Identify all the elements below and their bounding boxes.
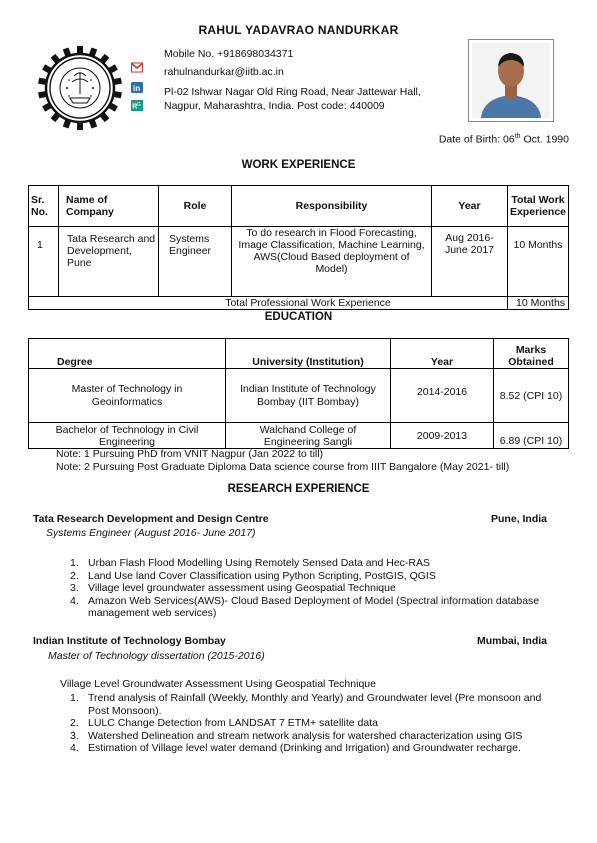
cell-company: Tata Research and Development, Pune — [59, 227, 159, 297]
profile-photo — [468, 39, 554, 122]
research-list-2 — [70, 692, 548, 755]
list-item-text: Land Use land Cover Classification using Python Scripting, PostGIS, QGIS — [88, 569, 436, 582]
table-header-row — [29, 339, 569, 369]
list-item: 4. Estimation of Village level water demand (Drinking and Irrigation) and Groundwater recharge. — [70, 742, 521, 754]
research-subtitle-1: Systems Engineer (August 2016- June 2017) — [46, 527, 256, 539]
table-row — [29, 227, 569, 297]
list-item: 2. LULC Change Detection from LANDSAT 7 ETM+ satellite data — [70, 717, 378, 729]
col-year: Year — [391, 339, 494, 369]
list-item-text: Watershed Delineation and stream network analysis for watershed characterization using GIS — [88, 729, 523, 742]
work-experience-heading: WORK EXPERIENCE — [241, 159, 356, 171]
dob-suffix: Oct. 1990 — [520, 133, 569, 146]
gmail-icon — [131, 62, 143, 73]
cell-university: Walchand College of Engineering Sangli — [226, 423, 391, 449]
linkedin-icon — [131, 82, 143, 93]
cell-marks: 8.52 (CPI 10) — [494, 369, 569, 423]
table-row — [29, 369, 569, 423]
education-note-1: Note: 1 Pursuing PhD from VNIT Nagpur (Jan 2022 to till) — [56, 448, 324, 460]
research-location-2: Mumbai, India — [476, 635, 547, 647]
total-label: Total Professional Work Experience — [29, 297, 508, 310]
svg-text:G: G — [137, 102, 141, 108]
cell-degree: Bachelor of Technology in Civil Engineering — [29, 423, 226, 449]
col-degree: Degree — [29, 339, 226, 369]
col-responsibility: Responsibility — [232, 186, 432, 227]
svg-text:R: R — [132, 103, 138, 111]
resume-name: RAHUL YADAVRAO NANDURKAR — [198, 23, 399, 37]
research-org-2: Indian Institute of Technology Bombay — [33, 635, 226, 647]
cell-role: Systems Engineer — [159, 227, 232, 297]
cell-total: 10 Months — [508, 227, 569, 297]
col-marks: Marks Obtained — [494, 339, 569, 369]
email-address[interactable]: rahulnandurkar@iitb.ac.in — [164, 66, 284, 78]
col-university: University (Institution) — [226, 339, 391, 369]
work-experience-table — [28, 185, 569, 310]
dob-prefix: Date of Birth: 06 — [438, 133, 515, 146]
research-org-1: Tata Research Development and Design Centre — [33, 513, 269, 525]
list-item: 3. Watershed Delineation and stream network analysis for watershed characterization using GIS — [70, 729, 523, 742]
research-location-1: Pune, India — [490, 513, 547, 525]
research-intro-2: Village Level Groundwater Assessment Using Geospatial Technique — [60, 678, 376, 690]
cell-degree: Master of Technology in Geoinformatics — [29, 369, 226, 423]
dob-superscript: th — [514, 133, 521, 140]
list-item-text: LULC Change Detection from LANDSAT 7 ETM+ satellite data — [88, 717, 378, 729]
col-year: Year — [432, 186, 508, 227]
address-line-2: Nagpur, Maharashtra, India. Post code: 440009 — [164, 100, 385, 112]
mobile-number: Mobile No. +918698034371 — [164, 48, 294, 60]
list-item-text: Urban Flash Flood Modelling Using Remotely Sensed Data and Hec-RAS — [88, 557, 430, 569]
education-note-2: Note: 2 Pursuing Post Graduate Diploma Data science course from IIIT Bangalore (May 2021- till) — [56, 461, 510, 473]
cell-year: 2014-2016 — [391, 369, 494, 423]
cell-responsibility: To do research in Flood Forecasting, Image Classification, Machine Learning, AWS(Cloud Based deployment of Model) — [232, 227, 432, 297]
cell-marks: 6.89 (CPI 10) — [494, 423, 569, 449]
list-item-text: Estimation of Village level water demand (Drinking and Irrigation) and Groundwater recharge. — [88, 742, 521, 754]
education-heading: EDUCATION — [264, 311, 333, 323]
col-company: Name of Company — [59, 186, 159, 227]
total-value: 10 Months — [508, 297, 569, 310]
researchgate-icon — [131, 100, 143, 111]
list-item: 1. Trend analysis of Rainfall (Weekly, Monthly and Yearly) and Groundwater level (Pre monsoon and Post Monsoon). — [70, 692, 542, 717]
col-sr-no: Sr. No. — [29, 186, 59, 227]
date-of-birth — [439, 133, 569, 146]
col-total-experience: Total Work Experience — [508, 186, 569, 227]
list-item-text: Village level groundwater assessment using Geospatial Technique — [88, 582, 396, 594]
iit-bombay-logo — [34, 42, 126, 134]
svg-text:in: in — [133, 84, 141, 93]
list-item-text: Trend analysis of Rainfall (Weekly, Monthly and Yearly) and Groundwater level (Pre monsoon and Post Monsoon). — [88, 692, 542, 717]
cell-sr: 1 — [29, 227, 59, 297]
education-table — [28, 338, 569, 449]
cell-university: Indian Institute of Technology Bombay (IIT Bombay) — [226, 369, 391, 423]
list-item-text: Amazon Web Services(AWS)- Cloud Based Deployment of Model (Spectral information database management web services) — [88, 594, 540, 619]
research-subtitle-2: Master of Technology dissertation (2015-2016) — [48, 650, 265, 662]
person-photo-illustration — [469, 40, 553, 121]
list-item: 2. Land Use land Cover Classification using Python Scripting, PostGIS, QGIS — [70, 569, 436, 582]
list-item: 3. Village level groundwater assessment using Geospatial Technique — [70, 582, 396, 594]
list-item: 1. Urban Flash Flood Modelling Using Remotely Sensed Data and Hec-RAS — [70, 557, 430, 569]
table-row — [29, 423, 569, 449]
list-item: 4. Amazon Web Services(AWS)- Cloud Based Deployment of Model (Spectral information database management web services) — [70, 594, 540, 619]
total-row — [29, 297, 569, 310]
research-list-1 — [70, 557, 570, 620]
cell-year: Aug 2016-June 2017 — [432, 227, 508, 297]
table-header-row — [29, 186, 569, 227]
research-experience-heading: RESEARCH EXPERIENCE — [227, 483, 370, 495]
col-role: Role — [159, 186, 232, 227]
cell-year: 2009-2013 — [391, 423, 494, 449]
address-line-1: Pl-02 Ishwar Nagar Old Ring Road, Near Jattewar Hall, — [164, 86, 421, 98]
